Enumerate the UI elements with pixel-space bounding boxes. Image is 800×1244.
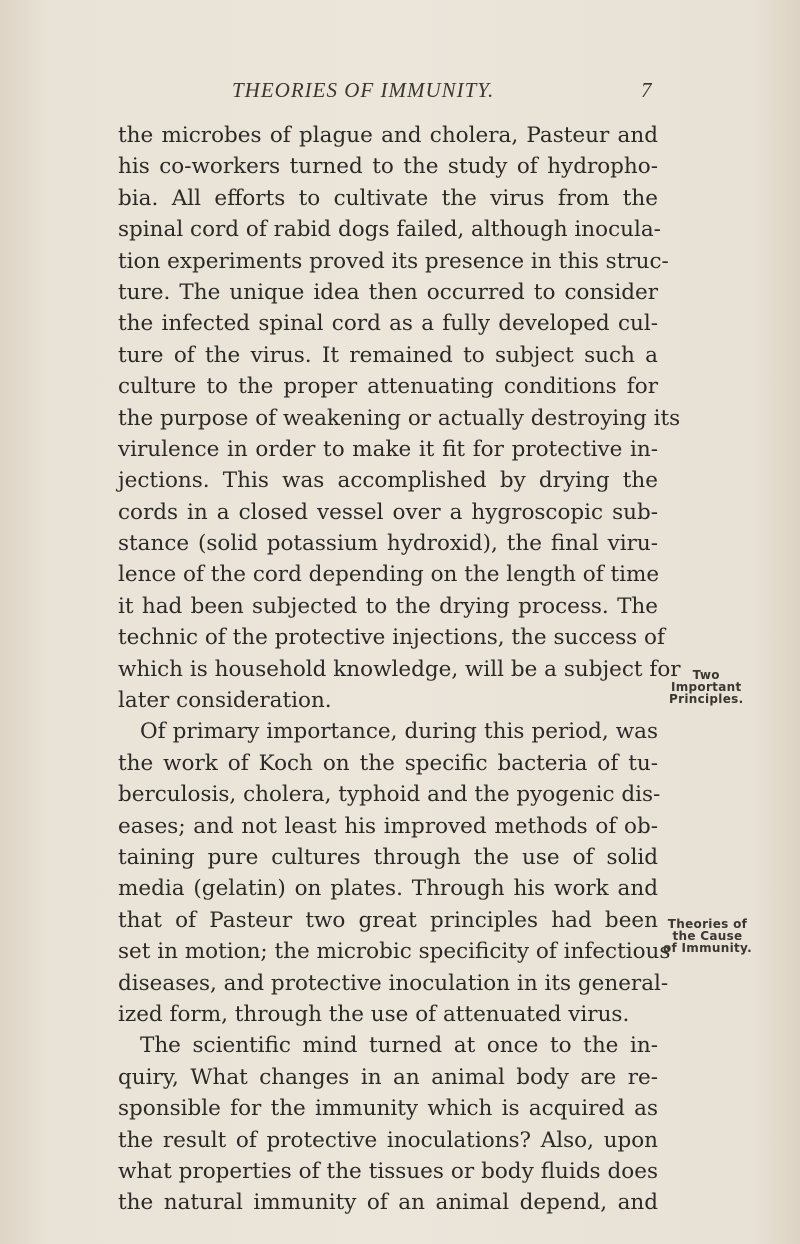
text-line: bia. All efforts to cultivate the virus from the	[118, 185, 658, 211]
running-head	[0, 78, 800, 108]
text-line: the infected spinal cord as a fully developed cul-	[118, 311, 658, 337]
sidenote-line: Two	[692, 668, 720, 682]
text-line: media (gelatin) on plates. Through his work and	[118, 876, 658, 902]
text-line: taining pure cultures through the use of solid	[118, 844, 658, 870]
text-line: the result of protective inoculations? Also, upon	[118, 1127, 658, 1153]
text-line: the purpose of weakening or actually destroying its	[118, 405, 681, 431]
text-line: sponsible for the immunity which is acquired as	[118, 1096, 658, 1122]
text-line: berculosis, cholera, typhoid and the pyogenic dis-	[118, 782, 661, 808]
sidenote-line: Principles.	[669, 692, 744, 706]
text-line: virulence in order to make it fit for protective in-	[118, 436, 658, 462]
sidenote-line: Important	[670, 680, 742, 694]
text-line: eases; and not least his improved methods of ob-	[118, 813, 658, 839]
text-line: stance (solid potassium hydroxid), the final viru-	[118, 531, 658, 557]
text-line: tion experiments proved its presence in this struc-	[118, 248, 669, 274]
text-line: the natural immunity of an animal depend, and	[118, 1190, 658, 1216]
text-line: lence of the cord depending on the length of time	[118, 562, 660, 588]
text-line: spinal cord of rabid dogs failed, although inocula-	[118, 217, 661, 243]
text-line: later consideration.	[118, 688, 332, 714]
text-line: diseases, and protective inoculation in its general-	[118, 970, 669, 996]
text-line: what properties of the tissues or body fluids does	[118, 1158, 658, 1184]
text-line: the microbes of plague and cholera, Pasteur and	[118, 123, 658, 148]
body-text	[118, 120, 681, 1219]
text-line: culture to the proper attenuating conditions for	[118, 374, 658, 400]
text-line: The scientific mind turned at once to the in-	[140, 1033, 658, 1059]
text-line: quiry, What changes in an animal body are re-	[118, 1064, 658, 1090]
text-line: ture. The unique idea then occurred to consider	[118, 279, 658, 305]
text-line: that of Pasteur two great principles had been	[118, 907, 658, 933]
sidenote-line: Theories of	[667, 917, 748, 931]
running-title: THEORIES OF IMMUNITY.	[232, 78, 495, 102]
text-line: jections. This was accomplished by drying the	[118, 468, 658, 494]
sidenote-line: the Cause	[672, 929, 743, 943]
text-line: his co-workers turned to the study of hydropho-	[118, 154, 658, 180]
text-line: Of primary importance, during this period, was	[140, 719, 658, 745]
text-line: set in motion; the microbic specificity of infectious	[118, 939, 671, 965]
text-line: cords in a closed vessel over a hygroscopic sub-	[118, 499, 658, 525]
sidenote-two-principles	[669, 669, 743, 705]
page-number: 7	[641, 78, 652, 102]
text-line: ture of the virus. It remained to subject such a	[118, 342, 658, 368]
text-line: ized form, through the use of attenuated virus.	[118, 1001, 630, 1027]
text-line: technic of the protective injections, the success of	[118, 625, 665, 651]
sidenote-line: of Immunity.	[663, 941, 752, 955]
text-line: it had been subjected to the drying process. The	[118, 593, 658, 619]
text-line: which is household knowledge, will be a subject for	[118, 656, 681, 682]
text-line: the work of Koch on the specific bacteria of tu-	[118, 750, 658, 776]
sidenote-theories-of-immunity	[663, 918, 752, 954]
